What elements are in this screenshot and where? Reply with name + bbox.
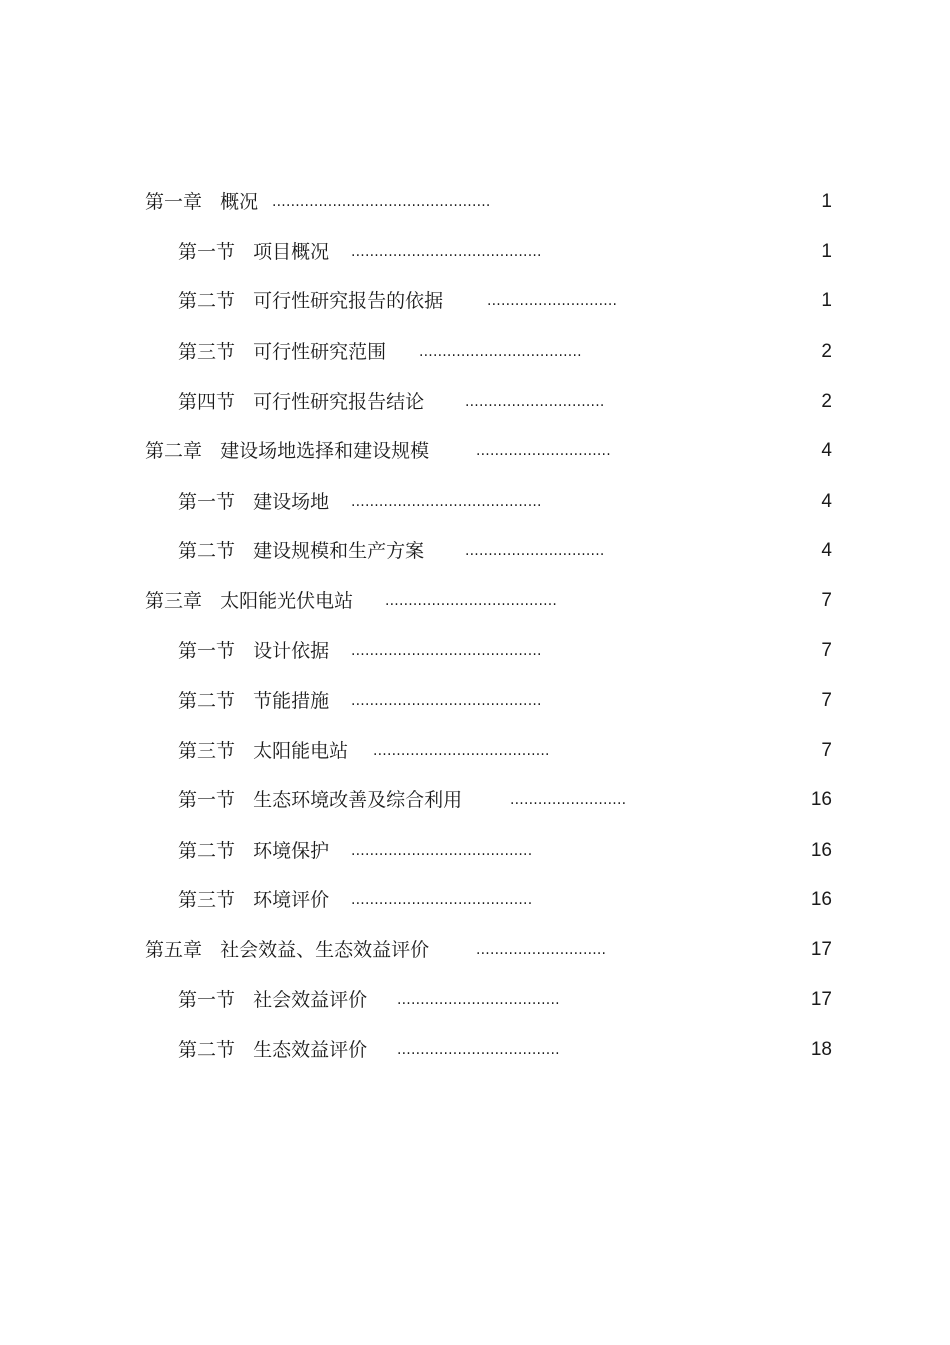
toc-entry-title: 第一节 生态环境改善及综合利用 xyxy=(178,789,463,811)
toc-entry-section[interactable] xyxy=(0,785,950,815)
toc-page-number: 17 xyxy=(810,939,832,960)
toc-page-number: 1 xyxy=(821,290,832,311)
toc-dot-leader: ....................................... xyxy=(351,892,533,908)
toc-entry-title: 第一章 概况 xyxy=(145,191,259,213)
toc-entry-section[interactable] xyxy=(0,387,950,417)
toc-page-number: 18 xyxy=(810,1039,832,1060)
toc-entry-section[interactable] xyxy=(0,836,950,866)
toc-page-number: 1 xyxy=(821,191,832,212)
toc-entry-title: 第四节 可行性研究报告结论 xyxy=(178,391,425,413)
toc-entry-section[interactable] xyxy=(0,237,950,267)
toc-entry-chapter-1[interactable] xyxy=(0,187,950,217)
toc-entry-section[interactable] xyxy=(0,686,950,716)
toc-entry-section[interactable] xyxy=(0,736,950,766)
toc-dot-leader: ......................................... xyxy=(351,643,542,659)
toc-dot-leader: ......................................... xyxy=(351,494,542,510)
toc-entry-title: 第二节 节能措施 xyxy=(178,690,330,712)
toc-entry-title: 第一节 项目概况 xyxy=(178,241,330,263)
toc-dot-leader: ................................... xyxy=(397,1042,560,1058)
toc-page-number: 2 xyxy=(821,341,832,362)
toc-page-number: 16 xyxy=(810,840,832,861)
toc-entry-title: 第一节 建设场地 xyxy=(178,491,330,513)
toc-entry-title: 第二章 建设场地选择和建设规模 xyxy=(145,440,430,462)
toc-entry-title: 第三节 环境评价 xyxy=(178,889,330,911)
toc-page-number: 7 xyxy=(821,640,832,661)
toc-entry-section[interactable] xyxy=(0,337,950,367)
toc-dot-leader: .............................. xyxy=(465,543,605,559)
toc-dot-leader: ............................ xyxy=(487,293,618,309)
toc-dot-leader: ............................. xyxy=(476,443,611,459)
toc-page-number: 7 xyxy=(821,590,832,611)
toc-page-number: 2 xyxy=(821,391,832,412)
toc-dot-leader: ......................................... xyxy=(351,693,542,709)
toc-entry-title: 第三节 太阳能电站 xyxy=(178,740,349,762)
toc-dot-leader: .............................. xyxy=(465,394,605,410)
toc-entry-section[interactable] xyxy=(0,636,950,666)
toc-entry-section[interactable] xyxy=(0,1035,950,1065)
toc-dot-leader: ...................................... xyxy=(373,743,550,759)
toc-page-number: 16 xyxy=(810,789,832,810)
toc-page-number: 1 xyxy=(821,241,832,262)
toc-entry-chapter-2[interactable] xyxy=(0,436,950,466)
toc-page-number: 4 xyxy=(821,491,832,512)
toc-entry-section[interactable] xyxy=(0,885,950,915)
toc-dot-leader: ....................................... xyxy=(351,843,533,859)
toc-dot-leader: ................................... xyxy=(397,992,560,1008)
toc-entry-title: 第二节 可行性研究报告的依据 xyxy=(178,290,444,312)
toc-dot-leader: ......................... xyxy=(510,792,627,808)
toc-entry-title: 第二节 环境保护 xyxy=(178,840,330,862)
toc-page-number: 4 xyxy=(821,440,832,461)
toc-dot-leader: ............................ xyxy=(476,942,607,958)
toc-entry-title: 第一节 社会效益评价 xyxy=(178,989,368,1011)
toc-entry-title: 第五章 社会效益、生态效益评价 xyxy=(145,939,430,961)
toc-page-number: 4 xyxy=(821,540,832,561)
toc-entry-title: 第三节 可行性研究范围 xyxy=(178,341,387,363)
toc-entry-title: 第一节 设计依据 xyxy=(178,640,330,662)
toc-entry-section[interactable] xyxy=(0,985,950,1015)
toc-page-number: 7 xyxy=(821,740,832,761)
toc-entry-section[interactable] xyxy=(0,536,950,566)
toc-entry-section[interactable] xyxy=(0,286,950,316)
toc-page-number: 17 xyxy=(810,989,832,1010)
toc-dot-leader: ..................................... xyxy=(385,593,558,609)
toc-entry-chapter-5[interactable] xyxy=(0,935,950,965)
toc-dot-leader: ......................................... xyxy=(351,244,542,260)
toc-entry-title: 第二节 生态效益评价 xyxy=(178,1039,368,1061)
toc-dot-leader: ................................... xyxy=(419,344,582,360)
toc-entry-title: 第三章 太阳能光伏电站 xyxy=(145,590,354,612)
toc-dot-leader: ............................................... xyxy=(272,194,491,210)
toc-page-number: 16 xyxy=(810,889,832,910)
toc-page-number: 7 xyxy=(821,690,832,711)
toc-entry-title: 第二节 建设规模和生产方案 xyxy=(178,540,425,562)
toc-entry-section[interactable] xyxy=(0,487,950,517)
toc-entry-chapter-3[interactable] xyxy=(0,586,950,616)
